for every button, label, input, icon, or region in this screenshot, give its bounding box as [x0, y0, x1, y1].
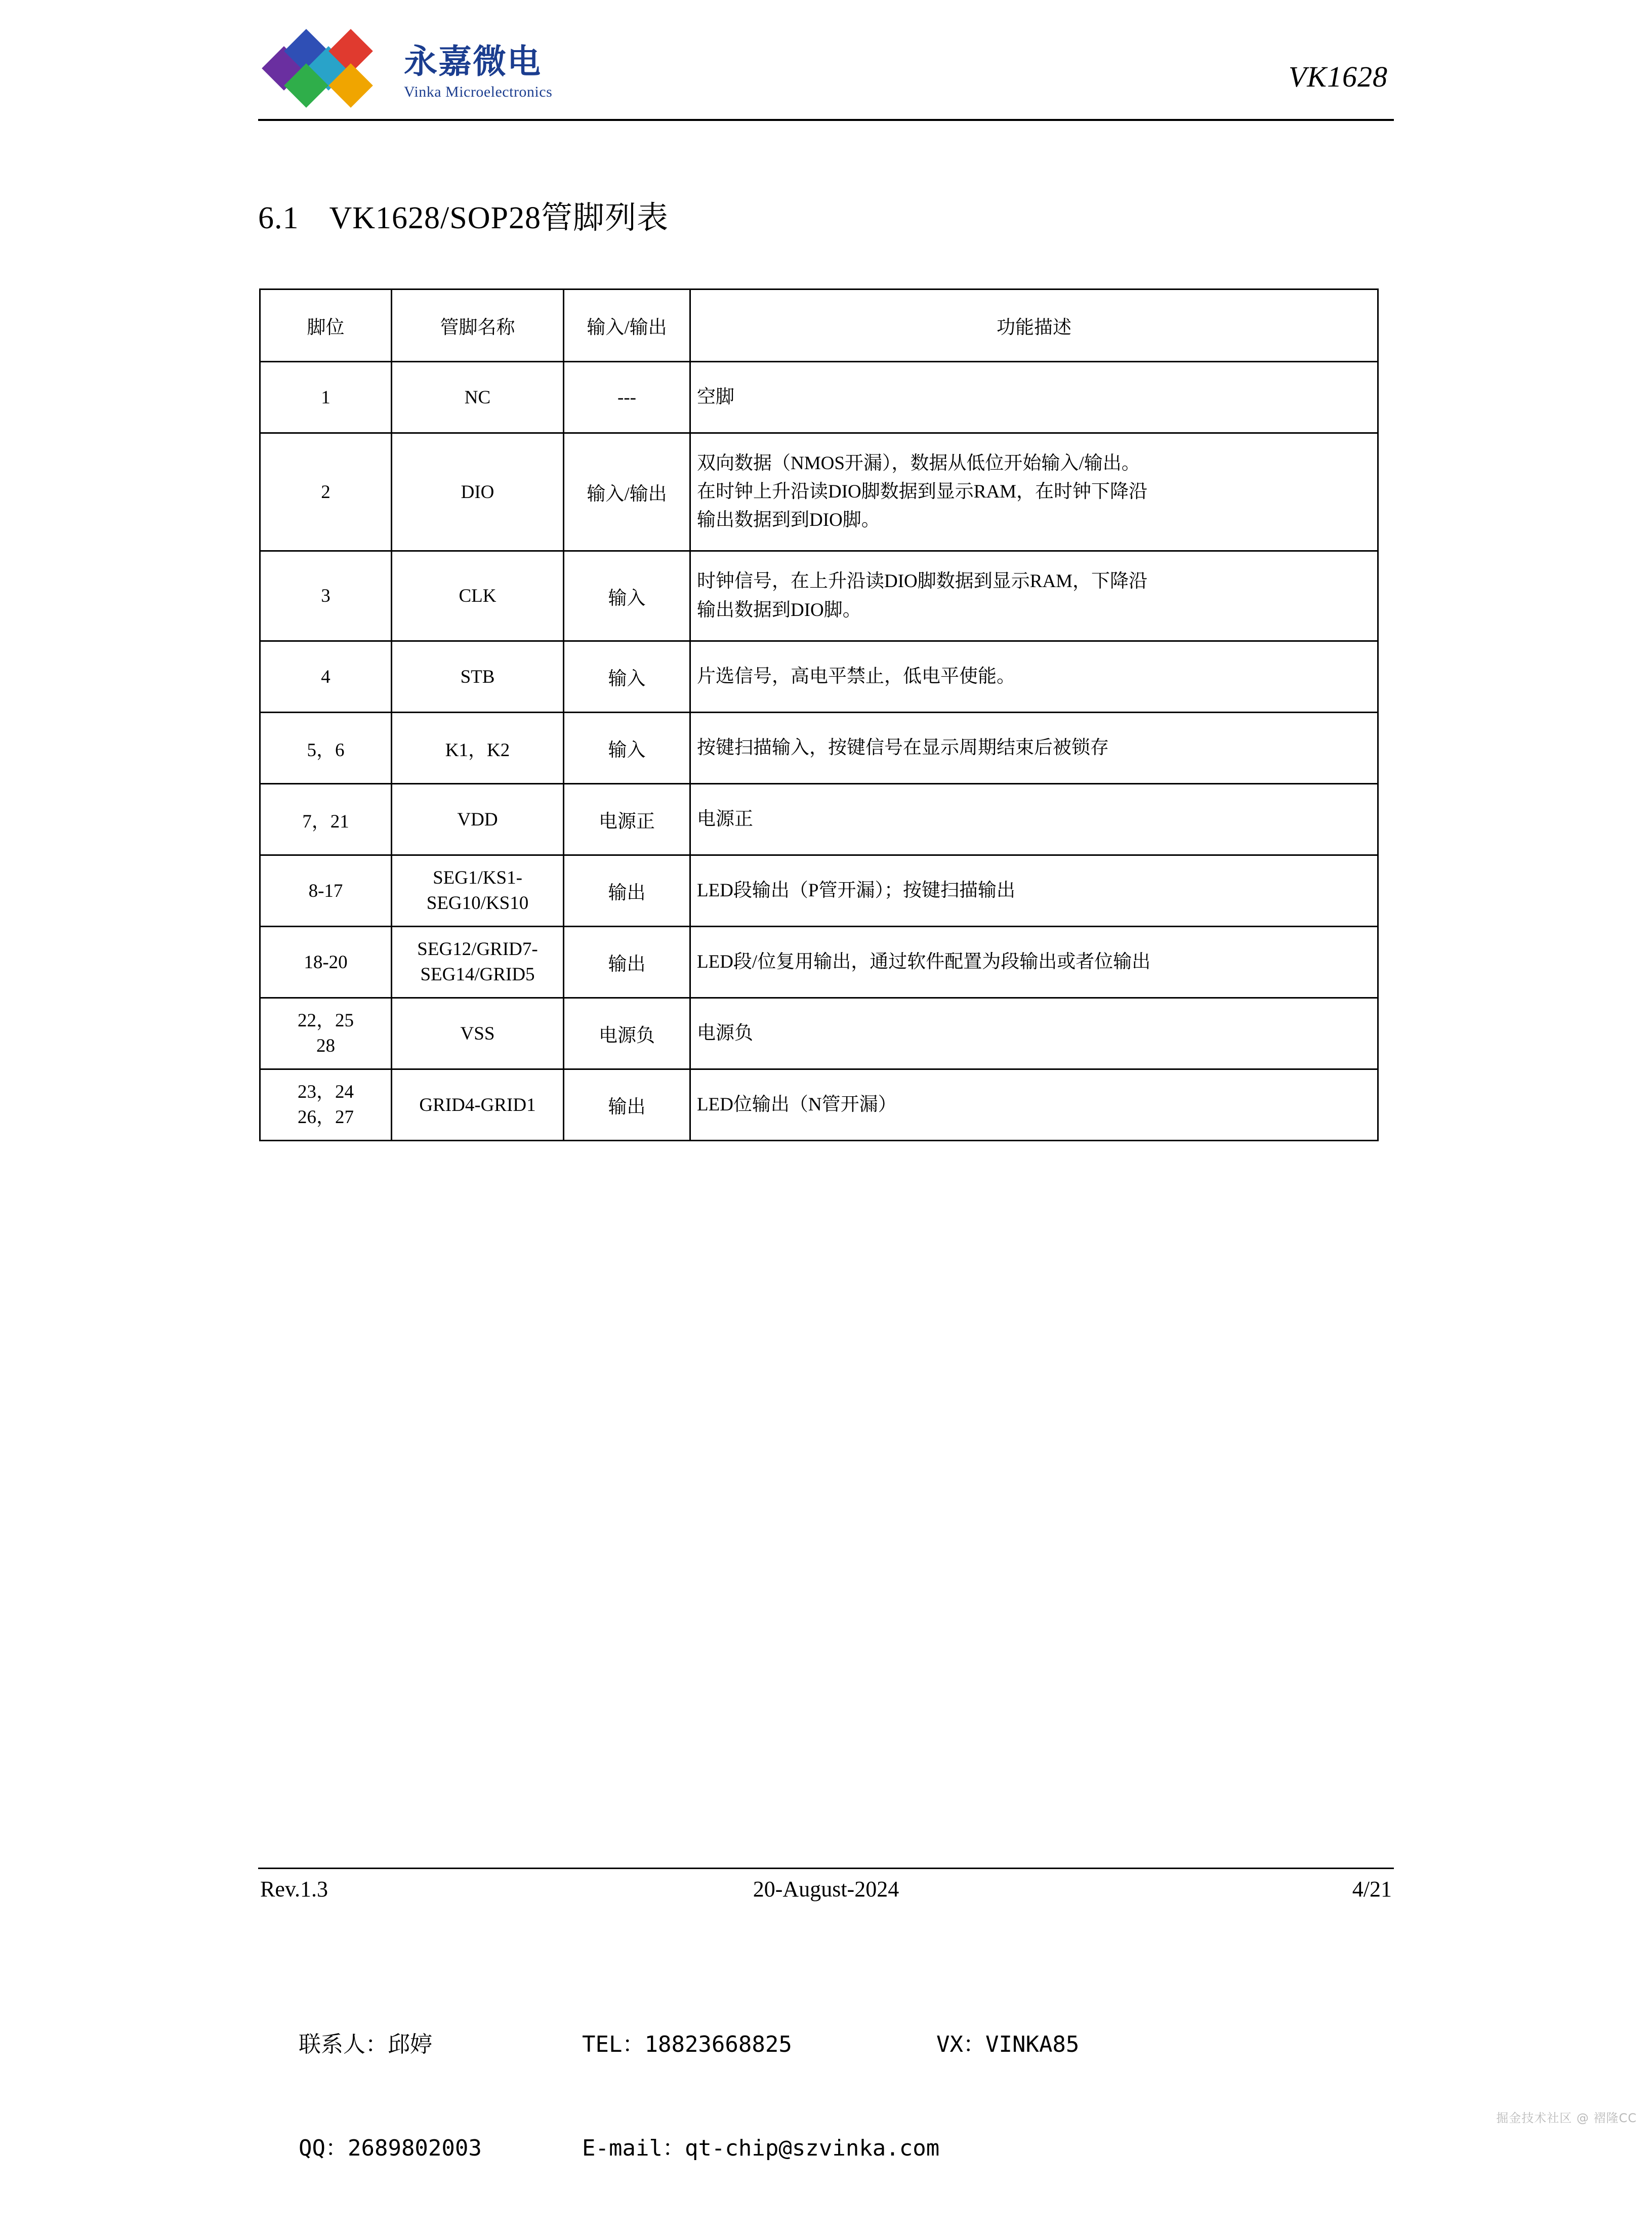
column-header-desc: 功能描述 [690, 289, 1378, 362]
desc-line: 电源正 [697, 808, 753, 830]
desc-line: 电源负 [697, 1022, 753, 1044]
pin-list-table [259, 288, 1379, 1141]
cell-desc [690, 784, 1378, 855]
cell-desc [690, 362, 1378, 433]
table-header-row [260, 289, 1378, 362]
page-header [258, 30, 1394, 127]
desc-line: 空脚 [697, 386, 734, 407]
contact-qq: QQ：2689802003 [299, 2135, 482, 2161]
cell-io: 输入 [564, 641, 690, 713]
cell-io: 电源负 [564, 998, 690, 1069]
contact-vx: VX：VINKA85 [936, 2032, 1080, 2058]
cell-name: CLK [392, 551, 564, 641]
pin-line: 28 [316, 1036, 335, 1056]
contact-person: 联系人：邱婷 [299, 2032, 432, 2058]
cell-desc [690, 927, 1378, 998]
pin-list-table-container [259, 288, 1379, 1141]
cell-pin: 1 [260, 362, 392, 433]
cell-name: VDD [392, 784, 564, 855]
cell-desc [690, 713, 1378, 784]
desc-line: 片选信号，高电平禁止，低电平使能。 [697, 666, 1015, 687]
table-row [260, 641, 1378, 713]
company-logo [268, 35, 552, 106]
table-row [260, 362, 1378, 433]
cell-pin [260, 998, 392, 1069]
cell-pin: 8-17 [260, 855, 392, 927]
cell-pin: 4 [260, 641, 392, 713]
table-row [260, 1069, 1378, 1141]
header-part-number: VK1628 [1288, 60, 1388, 93]
name-line: SEG10/KS10 [426, 893, 529, 914]
cell-pin: 2 [260, 433, 392, 551]
page-footer [258, 1868, 1394, 1917]
name-line: SEG12/GRID7- [417, 939, 538, 960]
section-heading [258, 192, 669, 237]
cell-pin: 7，21 [260, 784, 392, 855]
cell-io: 输出 [564, 855, 690, 927]
cell-pin: 5，6 [260, 713, 392, 784]
cell-io: 输出 [564, 927, 690, 998]
cell-name: K1，K2 [392, 713, 564, 784]
cell-name [392, 927, 564, 998]
desc-line: 时钟信号，在上升沿读DIO脚数据到显示RAM，下降沿 [697, 571, 1148, 592]
cell-name: NC [392, 362, 564, 433]
table-row [260, 998, 1378, 1069]
contact-block [299, 1959, 1079, 2235]
cell-io: 输出 [564, 1069, 690, 1141]
desc-line: LED段/位复用输出，通过软件配置为段输出或者位输出 [697, 951, 1151, 972]
name-line: SEG14/GRID5 [420, 964, 535, 985]
table-row [260, 551, 1378, 641]
name-line: SEG1/KS1- [433, 867, 522, 889]
footer-revision: Rev.1.3 [260, 1877, 328, 1901]
desc-line: LED位输出（N管开漏） [697, 1094, 897, 1115]
logo-text-en: Vinka Microelectronics [404, 83, 553, 100]
cell-name: DIO [392, 433, 564, 551]
table-row [260, 855, 1378, 927]
cell-pin [260, 1069, 392, 1141]
column-header-io: 输入/输出 [564, 289, 690, 362]
column-header-pin: 脚位 [260, 289, 392, 362]
cell-name: GRID4-GRID1 [392, 1069, 564, 1141]
desc-line: 按键扫描输入，按键信号在显示周期结束后被锁存 [697, 737, 1109, 758]
cell-name [392, 855, 564, 927]
cell-desc [690, 855, 1378, 927]
contact-email: E-mail：qt-chip@szvinka.com [582, 2135, 940, 2161]
cell-desc [690, 641, 1378, 713]
contact-tel: TEL：18823668825 [582, 2032, 792, 2058]
cell-io: 输入 [564, 551, 690, 641]
cell-io: 电源正 [564, 784, 690, 855]
footer-page-number: 4/21 [1352, 1877, 1392, 1901]
cell-desc [690, 998, 1378, 1069]
cell-desc [690, 1069, 1378, 1141]
table-row [260, 784, 1378, 855]
column-header-name: 管脚名称 [392, 289, 564, 362]
section-title-text: VK1628/SOP28管脚列表 [329, 201, 669, 235]
desc-line: 在时钟上升沿读DIO脚数据到显示RAM，在时钟下降沿 [697, 481, 1148, 502]
desc-line: 双向数据（NMOS开漏），数据从低位开始输入/输出。 [697, 452, 1140, 474]
cell-desc [690, 551, 1378, 641]
desc-line: 输出数据到DIO脚。 [697, 599, 861, 620]
pin-line: 23，24 [298, 1082, 354, 1103]
cell-pin: 18-20 [260, 927, 392, 998]
logo-text-cn: 永嘉微电 [404, 42, 542, 81]
watermark-text: 掘金技术社区 @ 褶隆CC [1496, 2111, 1637, 2125]
desc-line: LED段输出（P管开漏）；按键扫描输出 [697, 880, 1015, 901]
table-row [260, 927, 1378, 998]
table-row [260, 433, 1378, 551]
section-number: 6.1 [258, 201, 299, 235]
cell-name: VSS [392, 998, 564, 1069]
footer-date: 20-August-2024 [753, 1877, 899, 1901]
cell-name: STB [392, 641, 564, 713]
cell-desc [690, 433, 1378, 551]
cell-io: 输入 [564, 713, 690, 784]
header-divider [258, 119, 1394, 121]
logo-mark-icon [268, 35, 399, 106]
desc-line: 输出数据到到DIO脚。 [697, 510, 880, 531]
cell-io: --- [564, 362, 690, 433]
pin-line: 26，27 [298, 1107, 354, 1128]
cell-pin: 3 [260, 551, 392, 641]
cell-io: 输入/输出 [564, 433, 690, 551]
table-row [260, 713, 1378, 784]
footer-divider [258, 1868, 1394, 1869]
pin-line: 22，25 [298, 1010, 354, 1031]
